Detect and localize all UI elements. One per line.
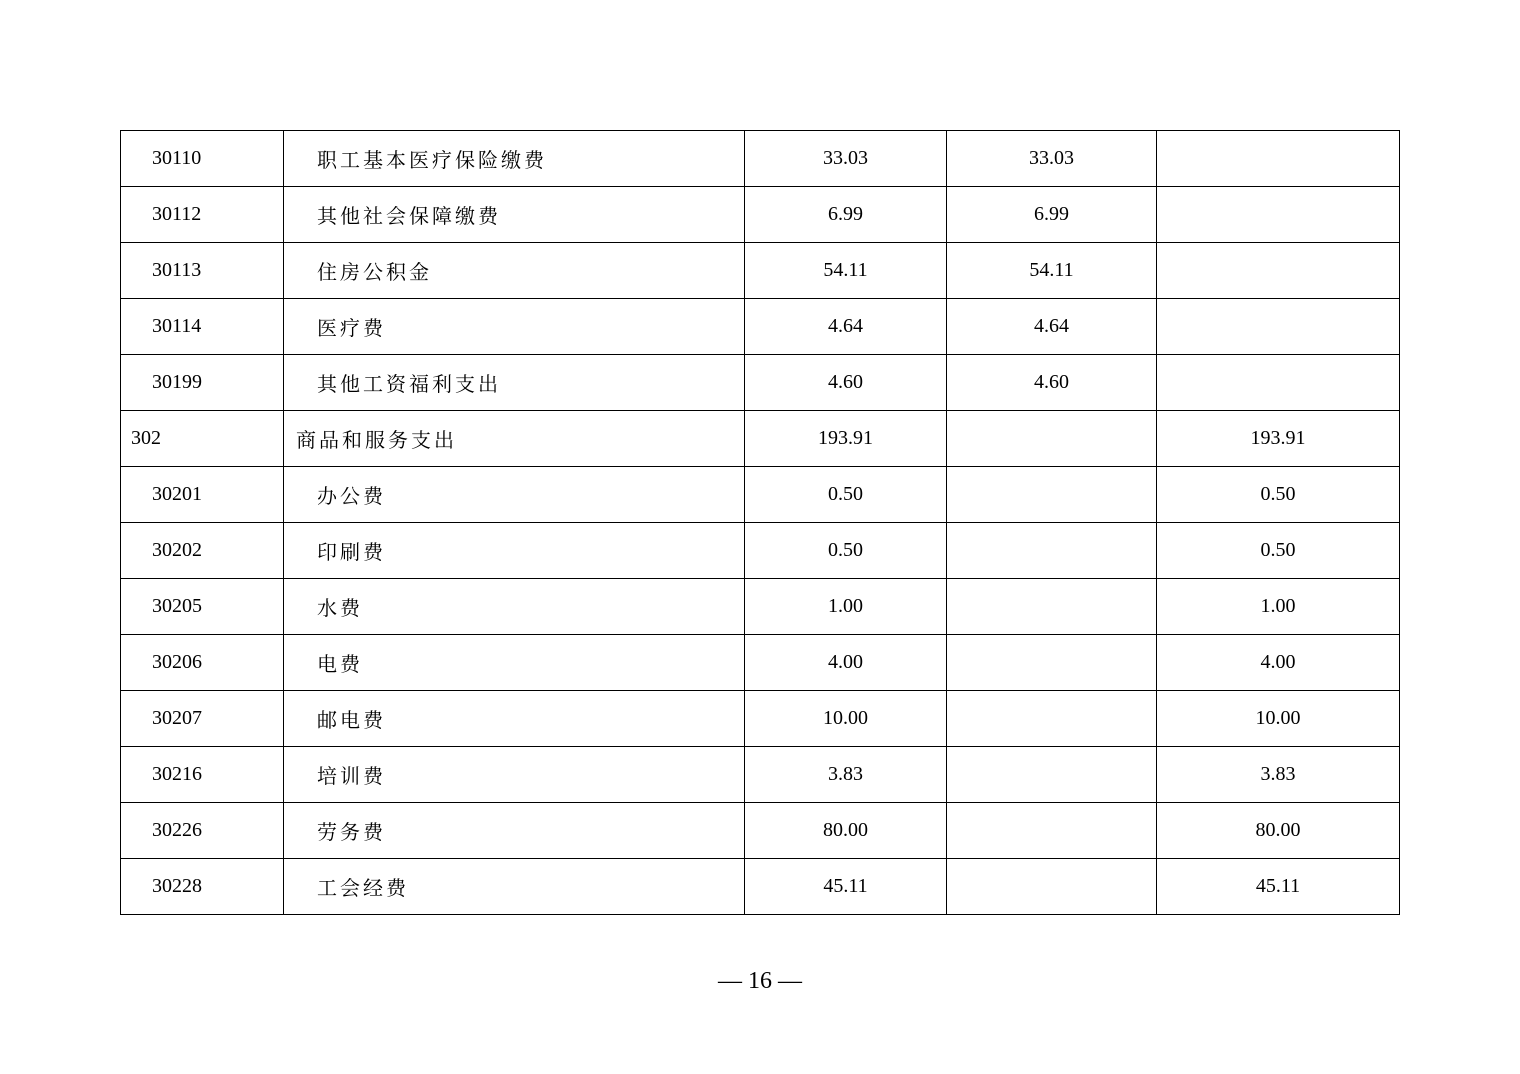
table-row <box>121 747 1400 803</box>
total-amount-cell: 6.99 <box>745 187 947 243</box>
basic-expenditure-cell <box>947 803 1157 859</box>
project-expenditure-cell <box>1157 355 1400 411</box>
account-name-cell: 印刷费 <box>284 523 745 579</box>
project-expenditure-cell <box>1157 187 1400 243</box>
project-expenditure-cell <box>1157 131 1400 187</box>
project-expenditure-cell: 1.00 <box>1157 579 1400 635</box>
account-name-cell: 其他社会保障缴费 <box>284 187 745 243</box>
basic-expenditure-cell <box>947 411 1157 467</box>
account-name-cell: 劳务费 <box>284 803 745 859</box>
project-expenditure-cell: 45.11 <box>1157 859 1400 915</box>
basic-expenditure-cell: 4.60 <box>947 355 1157 411</box>
account-code-cell: 30113 <box>121 243 284 299</box>
account-name-cell: 培训费 <box>284 747 745 803</box>
table-row <box>121 411 1400 467</box>
account-code-cell: 30207 <box>121 691 284 747</box>
account-name-cell: 水费 <box>284 579 745 635</box>
project-expenditure-cell: 0.50 <box>1157 467 1400 523</box>
account-name-cell: 住房公积金 <box>284 243 745 299</box>
project-expenditure-cell <box>1157 299 1400 355</box>
total-amount-cell: 80.00 <box>745 803 947 859</box>
account-name-cell: 电费 <box>284 635 745 691</box>
basic-expenditure-cell: 33.03 <box>947 131 1157 187</box>
table-row <box>121 859 1400 915</box>
table-row <box>121 635 1400 691</box>
account-code-cell: 30112 <box>121 187 284 243</box>
basic-expenditure-cell: 6.99 <box>947 187 1157 243</box>
basic-expenditure-cell <box>947 747 1157 803</box>
account-code-cell: 30110 <box>121 131 284 187</box>
project-expenditure-cell: 4.00 <box>1157 635 1400 691</box>
table-row <box>121 691 1400 747</box>
total-amount-cell: 3.83 <box>745 747 947 803</box>
table-row <box>121 187 1400 243</box>
account-name-cell: 职工基本医疗保险缴费 <box>284 131 745 187</box>
total-amount-cell: 10.00 <box>745 691 947 747</box>
account-code-cell: 302 <box>121 411 284 467</box>
total-amount-cell: 1.00 <box>745 579 947 635</box>
project-expenditure-cell: 10.00 <box>1157 691 1400 747</box>
budget-table <box>120 130 1400 915</box>
table-row <box>121 467 1400 523</box>
account-code-cell: 30199 <box>121 355 284 411</box>
project-expenditure-cell: 3.83 <box>1157 747 1400 803</box>
basic-expenditure-cell <box>947 859 1157 915</box>
account-code-cell: 30216 <box>121 747 284 803</box>
basic-expenditure-cell: 4.64 <box>947 299 1157 355</box>
account-code-cell: 30205 <box>121 579 284 635</box>
total-amount-cell: 54.11 <box>745 243 947 299</box>
total-amount-cell: 4.64 <box>745 299 947 355</box>
total-amount-cell: 193.91 <box>745 411 947 467</box>
total-amount-cell: 0.50 <box>745 467 947 523</box>
basic-expenditure-cell <box>947 635 1157 691</box>
account-code-cell: 30114 <box>121 299 284 355</box>
project-expenditure-cell: 0.50 <box>1157 523 1400 579</box>
table-body <box>121 131 1400 915</box>
total-amount-cell: 45.11 <box>745 859 947 915</box>
total-amount-cell: 4.00 <box>745 635 947 691</box>
account-code-cell: 30228 <box>121 859 284 915</box>
project-expenditure-cell <box>1157 243 1400 299</box>
page-number: — 16 — <box>718 968 802 994</box>
account-name-cell: 医疗费 <box>284 299 745 355</box>
table-row <box>121 299 1400 355</box>
account-code-cell: 30201 <box>121 467 284 523</box>
table-row <box>121 243 1400 299</box>
account-code-cell: 30202 <box>121 523 284 579</box>
account-name-cell: 其他工资福利支出 <box>284 355 745 411</box>
table-row <box>121 131 1400 187</box>
table-row <box>121 523 1400 579</box>
basic-expenditure-cell <box>947 691 1157 747</box>
total-amount-cell: 0.50 <box>745 523 947 579</box>
account-code-cell: 30226 <box>121 803 284 859</box>
project-expenditure-cell: 193.91 <box>1157 411 1400 467</box>
total-amount-cell: 33.03 <box>745 131 947 187</box>
basic-expenditure-cell <box>947 467 1157 523</box>
table-row <box>121 355 1400 411</box>
account-code-cell: 30206 <box>121 635 284 691</box>
table-row <box>121 579 1400 635</box>
table-row <box>121 803 1400 859</box>
basic-expenditure-cell <box>947 523 1157 579</box>
project-expenditure-cell: 80.00 <box>1157 803 1400 859</box>
account-name-cell: 办公费 <box>284 467 745 523</box>
account-name-cell: 邮电费 <box>284 691 745 747</box>
total-amount-cell: 4.60 <box>745 355 947 411</box>
basic-expenditure-cell <box>947 579 1157 635</box>
account-name-cell: 工会经费 <box>284 859 745 915</box>
account-name-cell: 商品和服务支出 <box>284 411 745 467</box>
basic-expenditure-cell: 54.11 <box>947 243 1157 299</box>
